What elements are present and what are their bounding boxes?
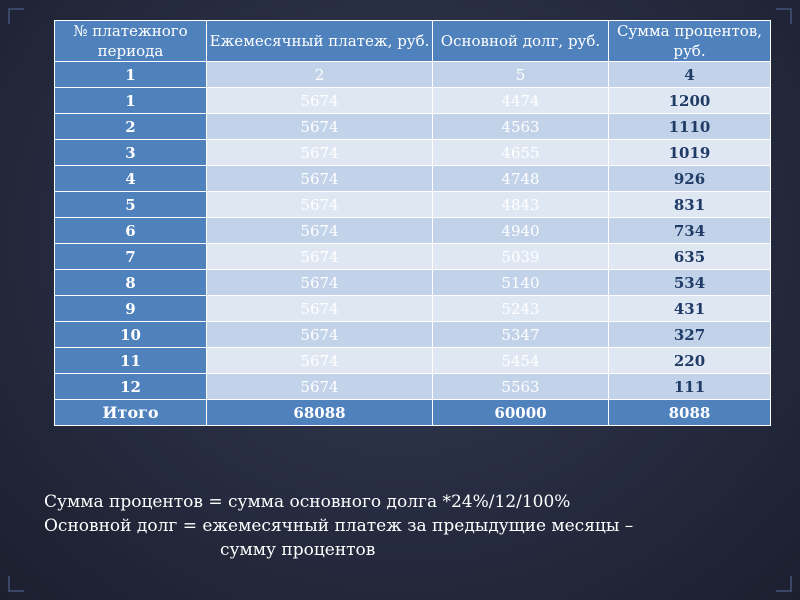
cell-principal: 5140 (433, 270, 609, 296)
header-interest: Сумма процентов, руб. (609, 21, 771, 62)
cell-monthly-payment: 5674 (207, 270, 433, 296)
cell-period-number: 10 (55, 322, 207, 348)
cell-monthly-payment: 5674 (207, 296, 433, 322)
table-row (55, 192, 771, 218)
cell-period-number: 2 (55, 114, 207, 140)
cell-monthly-payment: 5674 (207, 218, 433, 244)
frame-corner-bottom-left (8, 576, 24, 592)
cell-interest: 431 (609, 296, 771, 322)
table-row (55, 322, 771, 348)
cell-period-number: 4 (55, 166, 207, 192)
cell-period-number: 1 (55, 88, 207, 114)
total-label: Итого (55, 400, 207, 426)
cell-period-number: 7 (55, 244, 207, 270)
cell-principal: 4563 (433, 114, 609, 140)
cell-interest: 111 (609, 374, 771, 400)
cell-principal: 4655 (433, 140, 609, 166)
frame-corner-bottom-right (776, 576, 792, 592)
cell-principal: 4843 (433, 192, 609, 218)
cell-interest: 1110 (609, 114, 771, 140)
table-row (55, 270, 771, 296)
table-header-row (55, 21, 771, 62)
cell-interest: 734 (609, 218, 771, 244)
cell-period-number: 8 (55, 270, 207, 296)
cell-interest: 1200 (609, 88, 771, 114)
table-row (55, 166, 771, 192)
header-principal: Основной долг, руб. (433, 21, 609, 62)
cell-period-number: 11 (55, 348, 207, 374)
frame-corner-top-right (776, 8, 792, 24)
cell-interest: 534 (609, 270, 771, 296)
table-row (55, 296, 771, 322)
cell-monthly-payment: 5674 (207, 140, 433, 166)
cell-period-number: 5 (55, 192, 207, 218)
cell-interest: 1019 (609, 140, 771, 166)
table-row (55, 62, 771, 88)
cell-interest: 220 (609, 348, 771, 374)
cell-principal: 4474 (433, 88, 609, 114)
cell-principal: 4940 (433, 218, 609, 244)
cell-principal: 5454 (433, 348, 609, 374)
total-principal: 60000 (433, 400, 609, 426)
cell-monthly-payment: 5674 (207, 166, 433, 192)
cell-principal: 4748 (433, 166, 609, 192)
cell-monthly-payment: 2 (207, 62, 433, 88)
table-body (55, 62, 771, 400)
formula-principal: Основной долг = ежемесячный платеж за предыдущие месяцы – (44, 516, 634, 536)
cell-principal: 5 (433, 62, 609, 88)
total-interest: 8088 (609, 400, 771, 426)
cell-monthly-payment: 5674 (207, 88, 433, 114)
payment-schedule-table (54, 20, 771, 426)
cell-monthly-payment: 5674 (207, 114, 433, 140)
formula-notes (44, 490, 764, 562)
cell-principal: 5347 (433, 322, 609, 348)
cell-period-number: 12 (55, 374, 207, 400)
cell-principal: 5563 (433, 374, 609, 400)
table-row (55, 218, 771, 244)
table-total-row (55, 400, 771, 426)
frame-corner-top-left (8, 8, 24, 24)
cell-interest: 831 (609, 192, 771, 218)
cell-interest: 635 (609, 244, 771, 270)
formula-interest: Сумма процентов = сумма основного долга *24%/12/100% (44, 492, 571, 512)
table-row (55, 348, 771, 374)
cell-interest: 4 (609, 62, 771, 88)
cell-principal: 5039 (433, 244, 609, 270)
header-period-number: № платежного периода (55, 21, 207, 62)
cell-monthly-payment: 5674 (207, 374, 433, 400)
cell-period-number: 9 (55, 296, 207, 322)
cell-monthly-payment: 5674 (207, 244, 433, 270)
cell-monthly-payment: 5674 (207, 322, 433, 348)
table-row (55, 88, 771, 114)
formula-principal-continued: сумму процентов (220, 540, 376, 560)
cell-interest: 926 (609, 166, 771, 192)
cell-monthly-payment: 5674 (207, 192, 433, 218)
cell-principal: 5243 (433, 296, 609, 322)
total-monthly-payment: 68088 (207, 400, 433, 426)
cell-period-number: 1 (55, 62, 207, 88)
table-row (55, 140, 771, 166)
cell-interest: 327 (609, 322, 771, 348)
table-row (55, 244, 771, 270)
header-monthly-payment: Ежемесячный платеж, руб. (207, 21, 433, 62)
cell-period-number: 3 (55, 140, 207, 166)
cell-monthly-payment: 5674 (207, 348, 433, 374)
table-row (55, 114, 771, 140)
cell-period-number: 6 (55, 218, 207, 244)
table-row (55, 374, 771, 400)
